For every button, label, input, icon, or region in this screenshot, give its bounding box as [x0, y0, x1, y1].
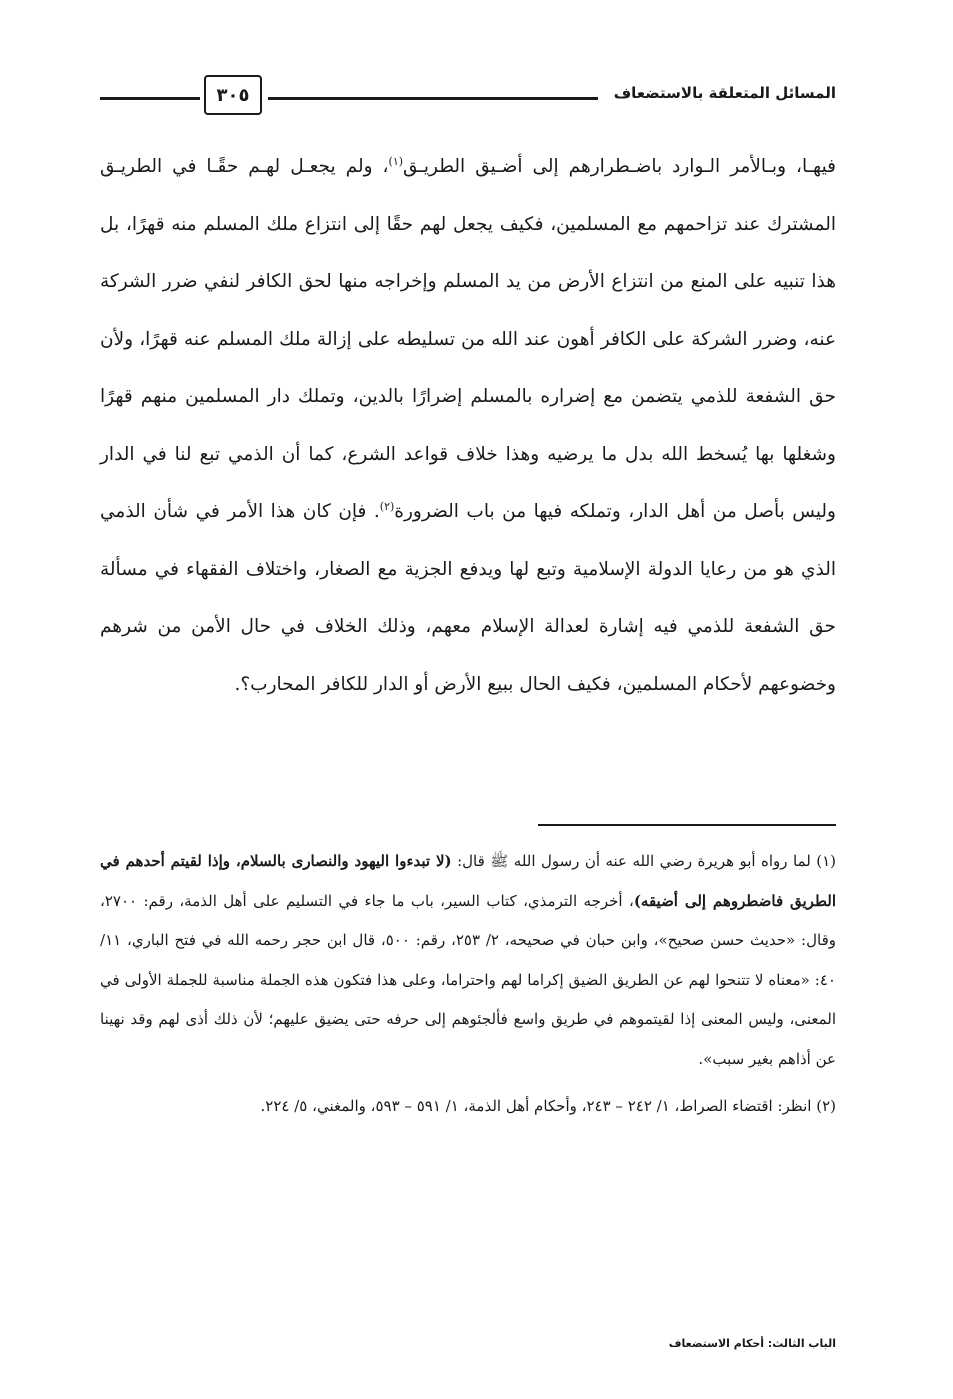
paragraph	[100, 138, 836, 713]
footnote-text: (١) لما رواه أبو هريرة رضي الله عنه أن رسول الله ﷺ قال:	[451, 852, 836, 870]
header-rule	[268, 97, 598, 100]
footnote-1	[100, 842, 836, 1079]
footnote-text: ، أخرجه الترمذي، كتاب السير، باب ما جاء في التسليم على أهل الذمة، رقم: ٢٧٠٠، وقال: «حديث حسن صحيح»، وابن حبان في صحيحه، ٢/ ٢٥٣، رقم: ٥٠٠، قال ابن حجر رحمه الله في فتح الباري، ١١/ ٤٠: «معناه لا تتنحوا لهم عن الطريق الضيق إكراما لهم واحتراما، وعلى هذا فتكون هذه الجملة مناسبة للجملة الأولى في المعنى، وليس المعنى إذا لقيتموهم في طريق واسع فألجئوهم إلى حرفه حتى يضيق عليهم؛ لأن ذلك أذى لهم وقد نهينا عن أذاهم بغير سبب».	[100, 891, 836, 1068]
running-title: المسائل المتعلقة بالاستضعاف	[613, 84, 836, 102]
footnote-ref-1: (١)	[388, 154, 404, 168]
footnote-ref-2: (٢)	[379, 499, 395, 513]
header-rule-left	[100, 97, 200, 100]
page-number: ٣٠٥	[204, 75, 262, 115]
hadith-quote: (لا تبدءوا اليهود والنصارى بالسلام، وإذا لقيتم أحدهم في الطريق فاضطروهم إلى أضيقه)	[100, 852, 836, 910]
text-segment: . فإن كان هذا الأمر في شأن الذمي الذي هو من رعايا الدولة الإسلامية وتبع لها ويدفع الجزية مع الصغار، واختلاف الفقهاء في مسألة حق الشفعة للذمي فيه إشارة لعدالة الإسلام معهم، وذلك الخلاف في حال الأمن من شرهم وخضوعهم لأحكام المسلمين، فكيف الحال ببيع الأرض أو الدار للكافر المحارب؟.	[100, 501, 836, 695]
footnotes	[100, 842, 836, 1127]
page-header	[100, 72, 836, 122]
main-text	[100, 138, 836, 713]
text-segment: ، ولم يجعـل لهـم حقًـا في الطريـق المشترك عند تزاحمهم مع المسلمين، فكيف يجعل لهم حقًا إلى انتزاع ملك المسلم منه قهرًا، بل هذا تنبيه على المنع من انتزاع الأرض من يد المسلم وإخراجه منها لحق الكافر لنفي ضرر الشركة عنه، وضرر الشركة على الكافر أهون عند الله من تسليطه على إزالة ملك المسلم عنه قهرًا، ولأن حق الشفعة للذمي يتضمن مع إضراره بالمسلم إضرارًا بالدين، وتملك دار المسلمين منهم قهرًا وشغلها بها يُسخط الله بدل ما يرضيه وهذا خلاف قواعد الشرع، كما أن الذمي تبع لنا في الدار وليس بأصل من أهل الدار، وتملكه فيها من باب الضرورة	[100, 156, 836, 522]
footnote-2: (٢) انظر: اقتضاء الصراط، ١/ ٢٤٢ – ٢٤٣، وأحكام أهل الذمة، ١/ ٥٩١ – ٥٩٣، والمغني، ٥/ ٢٢٤.	[260, 1097, 836, 1115]
footnote-separator	[538, 824, 836, 826]
page-footer: الباب الثالث: أحكام الاستضعاف	[668, 1337, 836, 1350]
text-segment: فيهـا، وبـالأمر الـوارد باضـطرارهم إلى أضـيق الطريـق	[403, 156, 836, 177]
